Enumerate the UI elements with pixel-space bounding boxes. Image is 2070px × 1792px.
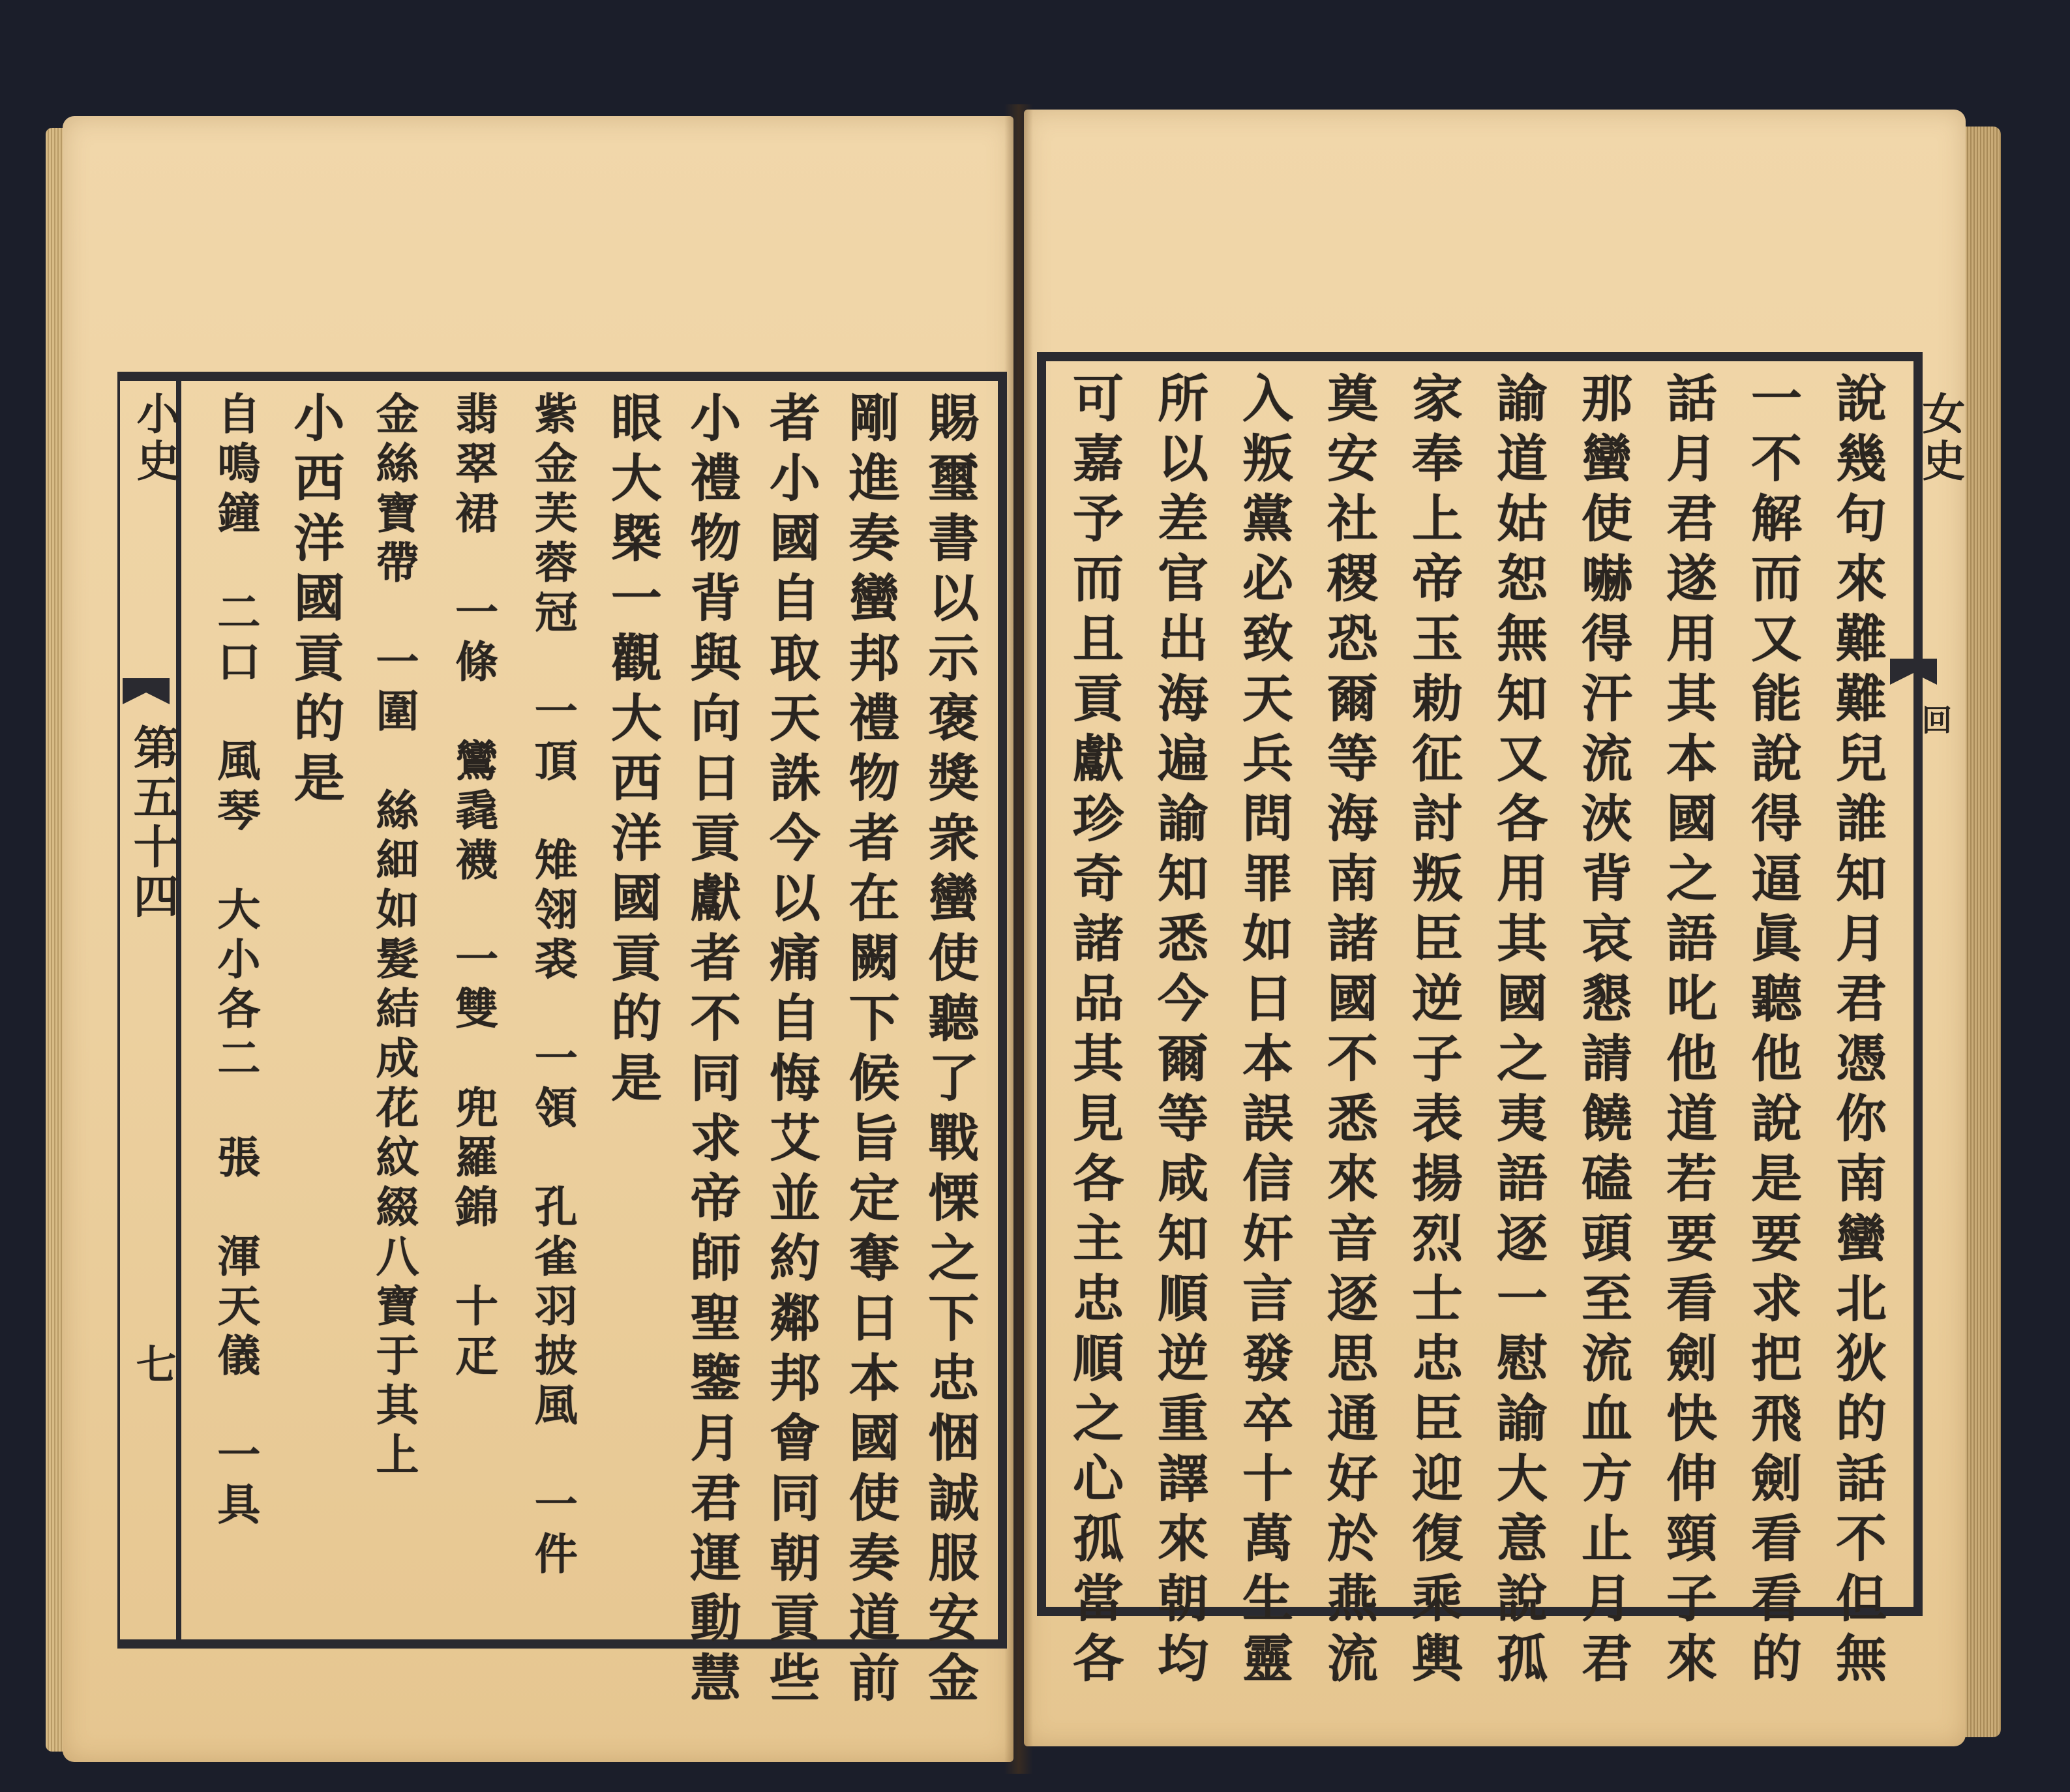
text-column: 一不解而又能說得逼眞聽他說是要求把飛劍看看的 [1743,372,1802,1692]
tribute-list-column: 金絲寶帶 一圍 絲細如髮結成花紋綴八寶于其上 [368,391,420,1482]
text-column: 者小國自取天誅今以痛自悔艾並約鄰邦會同朝貢些 [761,391,821,1711]
text-column: 家奉上帝玉勅征討叛臣逆子表揚烈士忠臣迎復乘輿 [1403,372,1463,1692]
text-column: 剛進奏蠻邦禮物者在闕下候旨定奪日本國使奏道前 [840,391,900,1711]
text-column: 小西洋國貢的是 [285,391,345,811]
tribute-list-column: 翡翠裙 一條 鸞毳襪 一雙 兜羅錦 十疋 [447,391,499,1382]
text-column: 眼大槩一觀大西洋國貢的是 [602,391,662,1111]
text-column: 賜璽書以示褒獎衆蠻使聽了戰慄之下忠悃誠服安金 [920,391,980,1711]
text-column: 那蠻使嚇得汗流浹背哀懇請饒磕頭至流血方止月君 [1573,372,1632,1692]
text-column: 小禮物背與向日貢獻者不同求帝師聖鑒月君運動慧 [682,391,742,1711]
left-text-columns [196,391,989,1711]
text-column: 可嘉予而且貢獻珍奇諸品其見各主忠順之心孤當各 [1064,372,1124,1692]
text-column: 說幾句來難難兒誰知月君憑你南蠻北狄的話不但無 [1827,372,1887,1692]
margin-title-right: 女史 [1915,391,1966,485]
text-column: 入叛黨必致天兵問罪如日本誤信奸言發卒十萬生靈 [1234,372,1293,1692]
text-column: 奠安社稷恐爾等海南諸國不悉來音逐思通好於燕流 [1319,372,1378,1692]
leaf-number: 七 [129,1343,177,1388]
text-column: 諭道姑恕無知又各用其國之夷語逐一慰諭大意說孤 [1488,372,1548,1692]
tribute-list-column: 自鳴鐘 二口 風琴 大小各二 張 渾天儀 一具 [209,391,261,1531]
book-gutter [1004,104,1033,1774]
text-column: 所以差官出海遍諭知悉今爾等咸知順逆重譯來朝均 [1149,372,1208,1692]
margin-title-left: 小史 [129,391,180,485]
margin-hui: 回 [1917,704,1953,738]
tribute-list-column: 紫金芙蓉冠 一頂 雉翎裘 一領 孔雀羽披風 一件 [527,391,578,1581]
left-margin-column [117,372,181,1649]
chapter-label: 第五十四 [126,724,180,922]
right-text-columns [1051,372,1899,1692]
text-column: 話月君遂用其本國之語叱他道若要看劍快伸頸子來 [1658,372,1717,1692]
